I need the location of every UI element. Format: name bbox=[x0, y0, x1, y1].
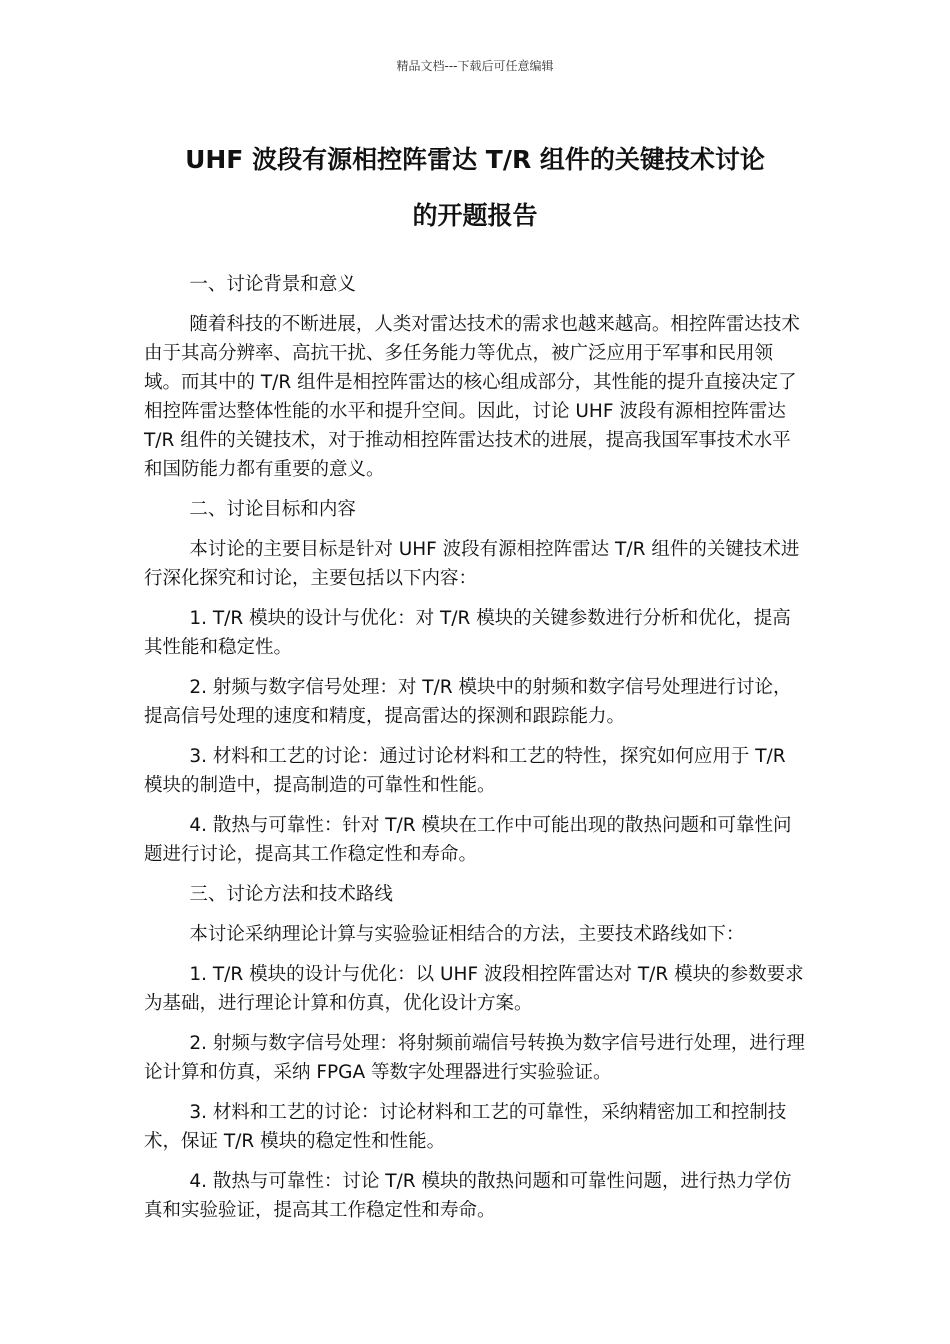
list-item: 2. 射频与数字信号处理：将射频前端信号转换为数字信号进行处理，进行理论计算和仿真，采纳 FPGA 等数字处理器进行实验验证。 bbox=[144, 1033, 805, 1083]
paragraph: 本讨论的主要目标是针对 UHF 波段有源相控阵雷达 T/R 组件的关键技术进行深化探究和讨论，主要包括以下内容： bbox=[144, 539, 800, 589]
page-header: 精品文档---下载后可任意编辑 bbox=[396, 59, 554, 73]
paragraph: 本讨论采纳理论计算与实验验证相结合的方法，主要技术路线如下： bbox=[189, 924, 745, 945]
title-line-1: UHF 波段有源相控阵雷达 T/R 组件的关键技术讨论 bbox=[185, 145, 765, 174]
list-item: 3. 材料和工艺的讨论：讨论材料和工艺的可靠性，采纳精密加工和控制技术，保证 T/R 模块的稳定性和性能。 bbox=[144, 1102, 787, 1152]
list-item: 1. T/R 模块的设计与优化：对 T/R 模块的关键参数进行分析和优化，提高其性能和稳定性。 bbox=[144, 608, 791, 658]
section-heading: 三、讨论方法和技术路线 bbox=[189, 884, 393, 905]
list-item: 2. 射频与数字信号处理：对 T/R 模块中的射频和数字信号处理进行讨论，提高信号处理的速度和精度，提高雷达的探测和跟踪能力。 bbox=[144, 677, 792, 727]
section-heading: 一、讨论背景和意义 bbox=[189, 274, 356, 295]
title-line-2: 的开题报告 bbox=[412, 201, 538, 230]
list-item: 4. 散热与可靠性：讨论 T/R 模块的散热问题和可靠性问题，进行热力学仿真和实验验证，提高其工作稳定性和寿命。 bbox=[144, 1171, 792, 1221]
list-item: 4. 散热与可靠性：针对 T/R 模块在工作中可能出现的散热问题和可靠性问题进行讨论，提高其工作稳定性和寿命。 bbox=[144, 815, 792, 865]
document-body bbox=[144, 270, 808, 1236]
section-heading: 二、讨论目标和内容 bbox=[189, 499, 356, 520]
list-item: 1. T/R 模块的设计与优化：以 UHF 波段相控阵雷达对 T/R 模块的参数要求为基础，进行理论计算和仿真，优化设计方案。 bbox=[144, 964, 804, 1014]
list-item: 3. 材料和工艺的讨论：通过讨论材料和工艺的特性，探究如何应用于 T/R 模块的制造中，提高制造的可靠性和性能。 bbox=[144, 746, 786, 796]
document-title bbox=[140, 132, 810, 244]
paragraph: 随着科技的不断进展，人类对雷达技术的需求也越来越高。相控阵雷达技术由于其高分辨率、高抗干扰、多任务能力等优点，被广泛应用于军事和民用领域。而其中的 T/R 组件是相控阵雷达的核心组成部分，其性能的提升直接决定了相控阵雷达整体性能的水平和提升空间。因此，讨论 UHF 波段有源相控阵雷达 T/R 组件的关键技术，对于推动相控阵雷达技术的进展，提高我国军事技术水平和国防能力都有重要的意义。 bbox=[144, 314, 800, 480]
